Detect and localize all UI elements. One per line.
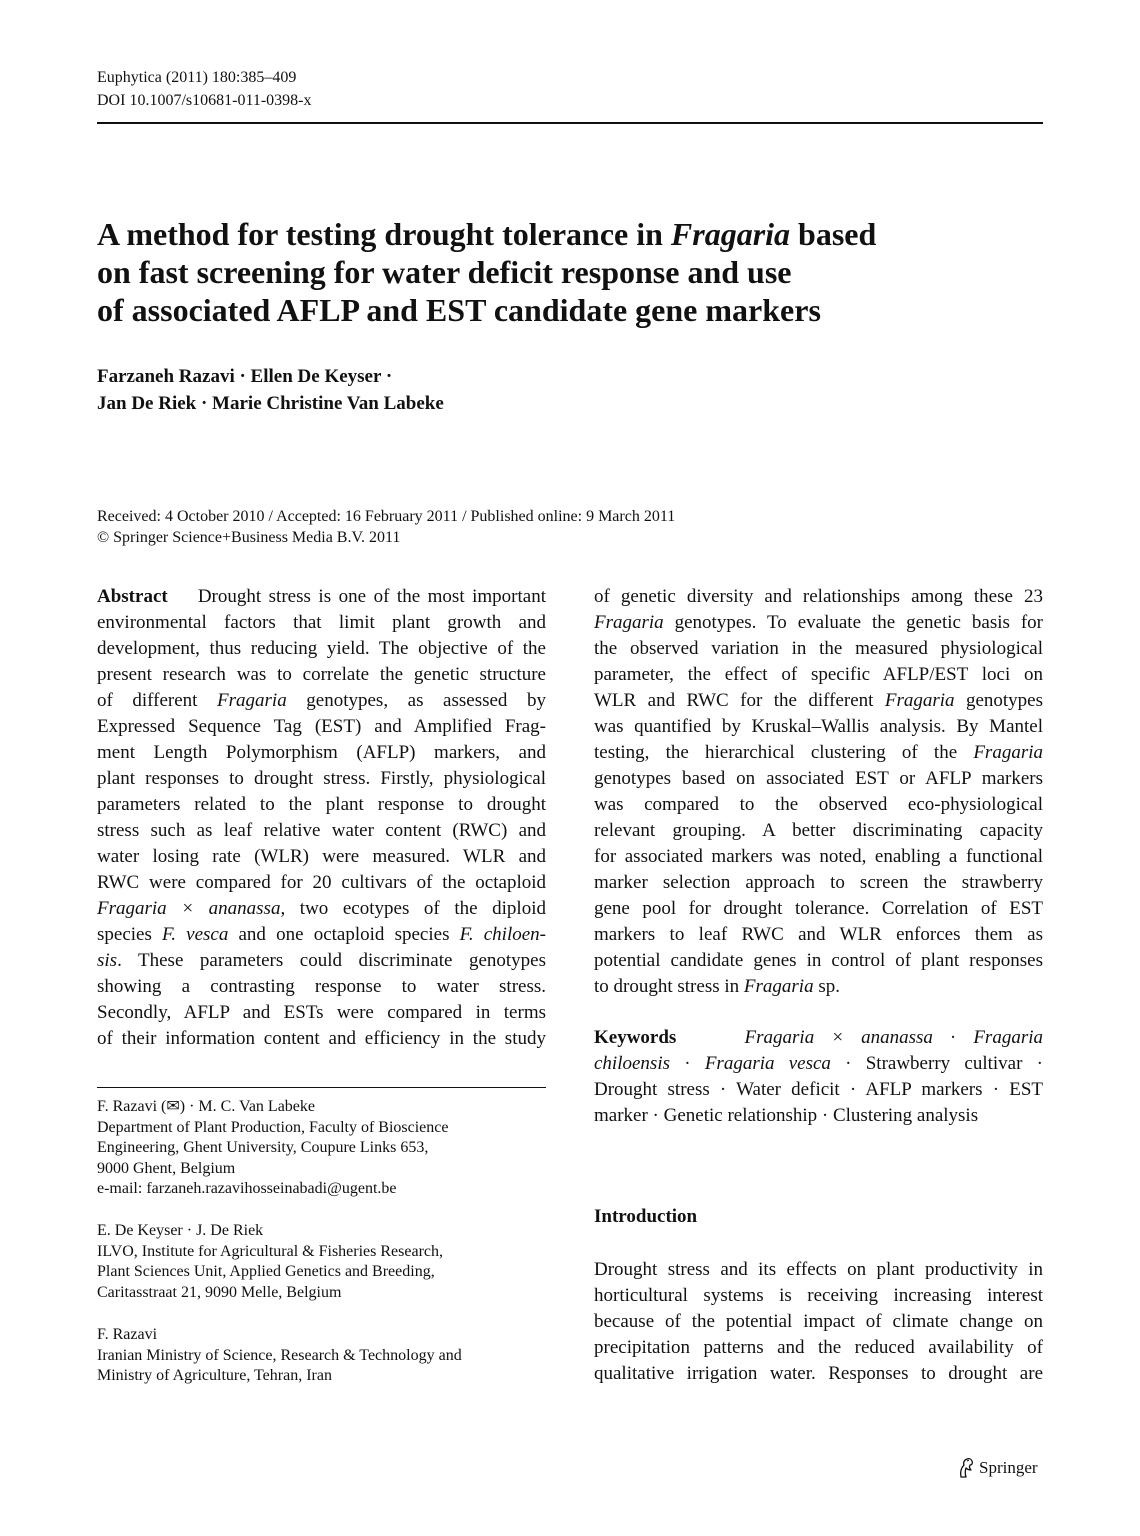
abstract-line: was quantified by Kruskal–Wallis analysis. By Mantel	[594, 716, 1043, 737]
footnote-rule	[97, 1087, 546, 1088]
keywords-block	[594, 1025, 1043, 1129]
journal-header	[97, 66, 312, 112]
abstract-line: water losing rate (WLR) were measured. WLR and	[97, 846, 546, 867]
introduction-line: Drought stress and its effects on plant productivity in	[594, 1259, 1043, 1280]
title-line-3: of associated AFLP and EST candidate gene markers	[97, 292, 821, 328]
affiliation-1	[97, 1097, 546, 1200]
abstract-line: showing a contrasting response to water stress.	[97, 976, 546, 997]
abstract-line: sis. These parameters could discriminate genotypes	[97, 950, 546, 971]
abstract-line: was compared to the observed eco-physiological	[594, 794, 1043, 815]
received-accepted-published: Received: 4 October 2010 / Accepted: 16 February 2011 / Published online: 9 March 2011	[97, 508, 676, 525]
introduction-line: because of the potential impact of climate change on	[594, 1311, 1043, 1332]
publisher-name: Springer	[979, 1458, 1038, 1477]
abstract-line: Secondly, AFLP and ESTs were compared in terms	[97, 1002, 546, 1023]
affiliation-line: E. De Keyser · J. De Riek	[97, 1222, 264, 1239]
abstract-line: species F. vesca and one octaploid species F. chiloen-	[97, 924, 546, 945]
affiliation-line: Iranian Ministry of Science, Research & Technology and	[97, 1346, 462, 1364]
keywords-line: Drought stress · Water deficit · AFLP markers · EST	[594, 1079, 1043, 1100]
article-title	[97, 215, 997, 329]
affiliation-email[interactable]: e-mail: farzaneh.razavihosseinabadi@ugent.be	[97, 1180, 397, 1198]
introduction-line: precipitation patterns and the reduced availability of	[594, 1337, 1043, 1358]
journal-doi: DOI 10.1007/s10681-011-0398-x	[97, 92, 312, 109]
keywords-line: chiloensis · Fragaria vesca · Strawberry cultivar ·	[594, 1053, 1043, 1074]
abstract-line: WLR and RWC for the different Fragaria genotypes	[594, 690, 1043, 711]
affiliation-line: Engineering, Ghent University, Coupure Links 653,	[97, 1139, 429, 1157]
affiliation-line: F. Razavi (✉) · M. C. Van Labeke	[97, 1098, 315, 1115]
header-rule	[97, 122, 1043, 124]
abstract-line: potential candidate genes in control of plant responses	[594, 950, 1043, 971]
publication-dates	[97, 506, 675, 548]
abstract-line: testing, the hierarchical clustering of the Fragaria	[594, 742, 1043, 763]
abstract-line: markers to leaf RWC and WLR enforces them as	[594, 924, 1043, 945]
publisher-logo	[955, 1457, 1038, 1479]
abstract-line: RWC were compared for 20 cultivars of the octaploid	[97, 872, 546, 893]
introduction-line: horticultural systems is receiving increasing interest	[594, 1285, 1043, 1306]
abstract-left-column	[97, 584, 546, 1052]
author-list	[97, 363, 444, 417]
abstract-line: development, thus reducing yield. The objective of the	[97, 638, 546, 659]
keywords-line: Keywords Fragaria × ananassa · Fragaria	[594, 1027, 1043, 1048]
affiliation-line: 9000 Ghent, Belgium	[97, 1159, 236, 1177]
springer-horse-icon	[955, 1457, 975, 1479]
keywords-label: Keywords	[594, 1027, 677, 1048]
introduction-heading: Introduction	[594, 1206, 698, 1227]
affiliation-line: Plant Sciences Unit, Applied Genetics and Breeding,	[97, 1263, 435, 1281]
affiliation-3	[97, 1325, 546, 1387]
introduction-body	[594, 1257, 1043, 1387]
affiliation-line: Ministry of Agriculture, Tehran, Iran	[97, 1367, 332, 1385]
abstract-line: Expressed Sequence Tag (EST) and Amplified Frag-	[97, 716, 546, 737]
abstract-line: genotypes based on associated EST or AFLP markers	[594, 768, 1043, 789]
abstract-line: parameter, the effect of specific AFLP/EST loci on	[594, 664, 1043, 685]
affiliation-2	[97, 1221, 546, 1303]
abstract-line: relevant grouping. A better discriminating capacity	[594, 820, 1043, 841]
copyright-notice: © Springer Science+Business Media B.V. 2011	[97, 529, 401, 546]
affiliation-line: Department of Plant Production, Faculty of Bioscience	[97, 1118, 449, 1136]
affiliation-line: Caritasstraat 21, 9090 Melle, Belgium	[97, 1283, 342, 1301]
abstract-line: Abstract Drought stress is one of the most important	[97, 586, 547, 607]
abstract-line: for associated markers was noted, enabling a functional	[594, 846, 1043, 867]
abstract-line: of different Fragaria genotypes, as assessed by	[97, 690, 546, 711]
abstract-line: gene pool for drought tolerance. Correlation of EST	[594, 898, 1043, 919]
abstract-line: parameters related to the plant response to drought	[97, 794, 546, 815]
title-line-1: A method for testing drought tolerance in Fragaria based	[97, 216, 877, 252]
affiliation-line: ILVO, Institute for Agricultural & Fisheries Research,	[97, 1242, 443, 1260]
authors-line-2: Jan De Riek · Marie Christine Van Labeke	[97, 393, 444, 414]
journal-citation: Euphytica (2011) 180:385–409	[97, 69, 297, 86]
abstract-line: Fragaria × ananassa, two ecotypes of the diploid	[97, 898, 546, 919]
abstract-line: Fragaria genotypes. To evaluate the genetic basis for	[594, 612, 1043, 633]
title-line-2: on fast screening for water deficit response and use	[97, 254, 792, 290]
abstract-line: plant responses to drought stress. Firstly, physiological	[97, 768, 546, 789]
affiliation-line: F. Razavi	[97, 1326, 158, 1343]
abstract-line: ment Length Polymorphism (AFLP) markers, and	[97, 742, 546, 763]
abstract-line: marker selection approach to screen the strawberry	[594, 872, 1043, 893]
abstract-line: present research was to correlate the genetic structure	[97, 664, 546, 685]
keywords-line: marker · Genetic relationship · Clustering analysis	[594, 1105, 979, 1126]
introduction-line: qualitative irrigation water. Responses to drought are	[594, 1363, 1043, 1384]
abstract-line: environmental factors that limit plant growth and	[97, 612, 546, 633]
abstract-right-column	[594, 584, 1043, 1000]
abstract-label: Abstract	[97, 586, 168, 607]
authors-line-1: Farzaneh Razavi · Ellen De Keyser ·	[97, 366, 393, 387]
abstract-line: of genetic diversity and relationships among these 23	[594, 586, 1043, 607]
abstract-line: of their information content and efficiency in the study	[97, 1028, 546, 1049]
abstract-line: to drought stress in Fragaria sp.	[594, 976, 840, 997]
abstract-line: the observed variation in the measured physiological	[594, 638, 1043, 659]
abstract-line: stress such as leaf relative water content (RWC) and	[97, 820, 546, 841]
